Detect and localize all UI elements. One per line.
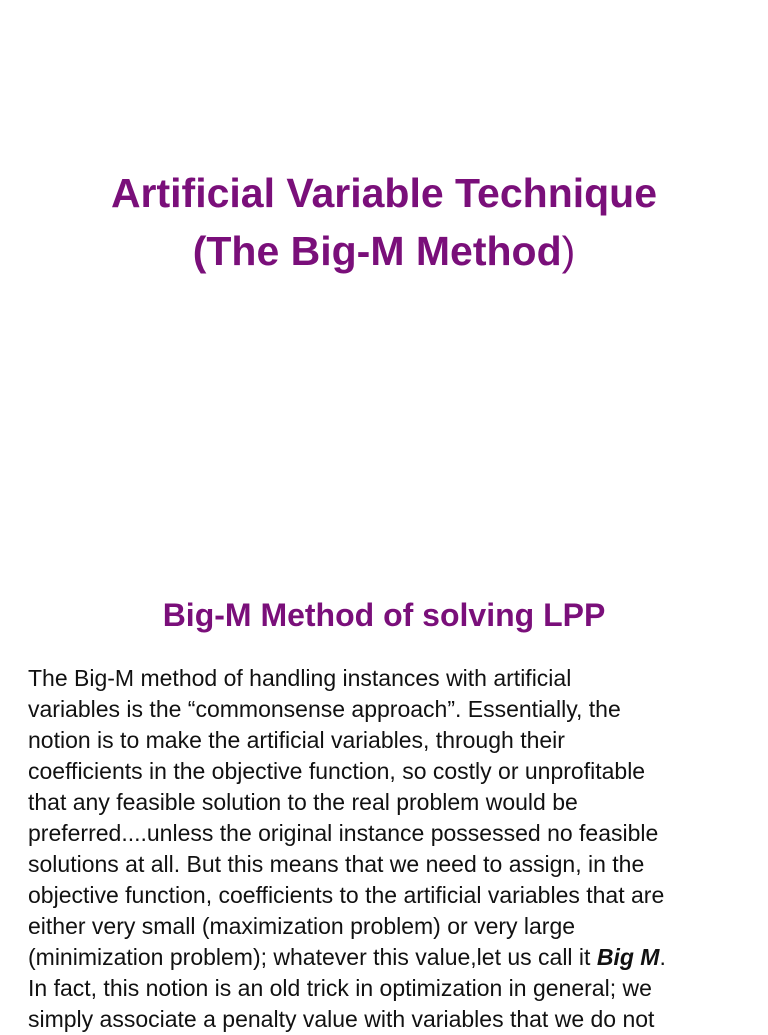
body-line-with-emphasis	[28, 942, 758, 973]
title-line-2	[0, 222, 768, 280]
title-closing-paren: )	[561, 228, 576, 274]
body-line-text: (minimization problem); whatever this value,let us call it	[28, 944, 597, 970]
body-line: solutions at all. But this means that we need to assign, in the	[28, 851, 645, 877]
body-line: In fact, this notion is an old trick in optimization in general; we	[28, 975, 652, 1001]
body-line: The Big-M method of handling instances with artificial	[28, 665, 572, 691]
body-line: coefficients in the objective function, so costly or unprofitable	[28, 758, 646, 784]
body-line: that any feasible solution to the real problem would be	[28, 789, 578, 815]
emphasis-period: .	[659, 944, 666, 970]
big-m-emphasis: Big M	[596, 944, 660, 970]
body-line: variables is the “commonsense approach”. Essentially, the	[28, 696, 621, 722]
section-heading: Big-M Method of solving LPP	[162, 597, 606, 633]
body-line: simply associate a penalty value with variables that we do not	[28, 1006, 655, 1032]
title-line-1: Artificial Variable Technique	[110, 170, 658, 216]
body-line: either very small (maximization problem) or very large	[28, 913, 576, 939]
body-line: objective function, coefficients to the artificial variables that are	[28, 882, 665, 908]
body-line: preferred....unless the original instance possessed no feasible	[28, 820, 659, 846]
body-paragraph	[28, 663, 758, 1035]
title-line-2-main: (The Big-M Method	[192, 228, 562, 274]
slide-title	[0, 164, 768, 280]
body-line: notion is to make the artificial variables, through their	[28, 727, 565, 753]
